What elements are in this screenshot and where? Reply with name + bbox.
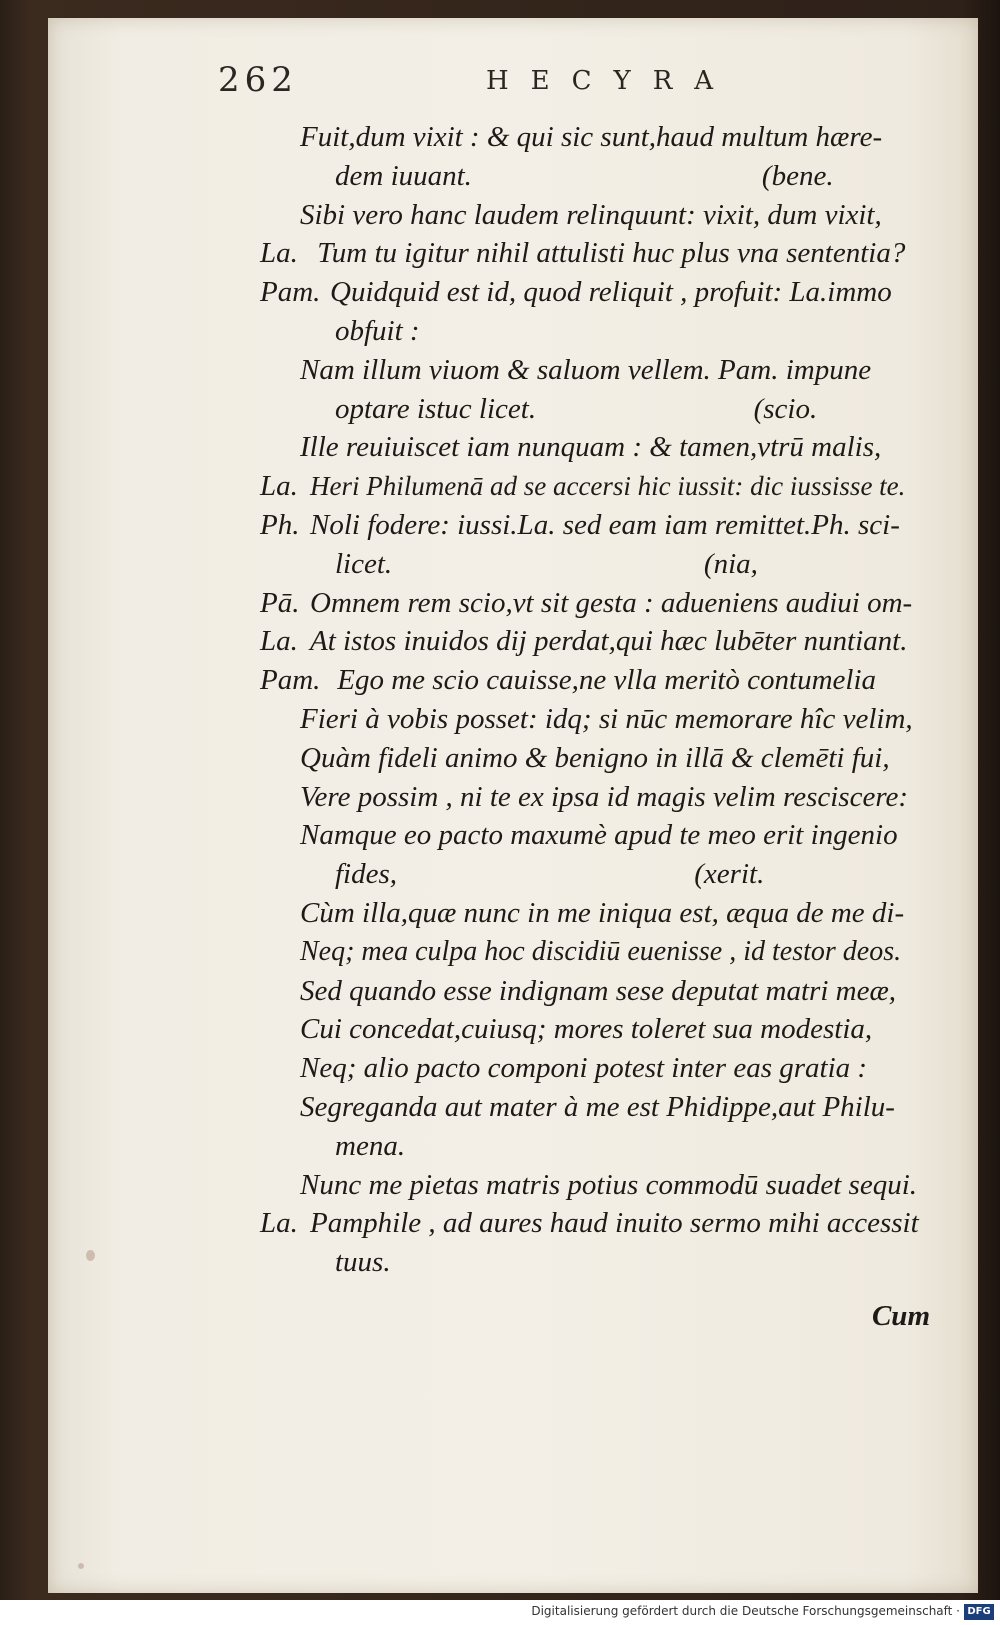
verse-line [220, 739, 920, 778]
verse-line [220, 855, 920, 894]
verse-text-line: mena. [335, 1129, 406, 1162]
verse-line [220, 778, 920, 817]
verse-line [220, 118, 920, 157]
verse-text-line: Cui concedat,cuiusq; mores toleret sua modestia, [300, 1013, 873, 1046]
verse-line [220, 1010, 920, 1049]
verse-line [220, 1049, 920, 1088]
verse-text-line: licet. (nia, [335, 547, 758, 580]
verse-text-line: Nam illum viuom & saluom vellem. Pam. impune [300, 353, 872, 386]
verse-text-line: Cùm illa,quæ nunc in me iniqua est, æqua de me di- [300, 896, 905, 929]
verse-text-line: At istos inuidos dij perdat,qui hæc lubēter nuntiant. [310, 625, 908, 658]
verse-text-line: obfuit : [335, 314, 420, 347]
verse-line [220, 351, 920, 390]
speaker-label: La. [260, 625, 298, 658]
verse-text-line: fides, (xerit. [335, 858, 765, 891]
speaker-label: Ph. [260, 508, 300, 541]
verse-text-line: Fieri à vobis posset: idq; si nūc memorare hîc velim, [300, 702, 913, 735]
verse-text-line: Neq; mea culpa hoc discidiū euenisse , id testor deos. [300, 935, 902, 967]
verse-text-line: Pamphile , ad aures haud inuito sermo mihi accessit [310, 1207, 919, 1240]
speaker-label: Pam. [260, 664, 321, 697]
running-title: HECYRA [486, 66, 736, 96]
verse-line [220, 390, 920, 429]
verse-line [220, 196, 920, 235]
verse-text-line: Ego me scio cauisse,ne vlla meritò contumelia [330, 664, 877, 697]
verse-line [220, 1127, 920, 1166]
verse-line [220, 1088, 920, 1127]
verse-text-line: Vere possim , ni te ex ipsa id magis velim resciscere: [300, 780, 909, 813]
verse-text-line: Namque eo pacto maxumè apud te meo erit ingenio [300, 819, 898, 852]
catchword: Cum [871, 1300, 930, 1332]
page-number: 262 [218, 60, 298, 100]
speaker-label: Pā. [260, 586, 300, 619]
speaker-label: La. [260, 1207, 298, 1240]
verse-text [220, 118, 920, 1282]
verse-line [220, 622, 920, 661]
paper-stain [78, 1563, 84, 1569]
verse-line [220, 816, 920, 855]
digitization-credit: Digitalisierung gefördert durch die Deutsche Forschungsgemeinschaft · [531, 1604, 960, 1618]
verse-line [220, 1243, 920, 1282]
verse-text-line: Neq; alio pacto componi potest inter eas gratia : [300, 1052, 868, 1085]
dfg-logo: DFG [964, 1604, 994, 1620]
verse-line [220, 972, 920, 1011]
verse-text-line: dem iuuant. (bene. [335, 159, 834, 192]
verse-text-line: Ille reuiuiscet iam nunquam : & tamen,vtrū malis, [300, 431, 882, 464]
speaker-label: La. [260, 237, 298, 270]
verse-text-line: Quàm fideli animo & benigno in illā & clemēti fui, [300, 741, 890, 774]
speaker-label: La. [260, 470, 298, 503]
verse-text-line: optare istuc licet. (scio. [335, 392, 818, 425]
verse-line [220, 584, 920, 623]
verse-line [220, 700, 920, 739]
verse-line [220, 1166, 920, 1205]
verse-line [220, 467, 920, 506]
verse-line [220, 894, 920, 933]
footer-bar [0, 1600, 1000, 1625]
verse-line [220, 312, 920, 351]
paper-stain [86, 1250, 95, 1261]
page-header [218, 60, 758, 108]
verse-line [220, 1204, 920, 1243]
verse-line [220, 933, 920, 972]
verse-line [220, 273, 920, 312]
verse-text-line: tuus. [335, 1246, 391, 1279]
verse-text-line: Tum tu igitur nihil attulisti huc plus vna sententia? [310, 237, 906, 270]
verse-text-line: Sed quando esse indignam sese deputat matri meæ, [300, 974, 897, 1007]
speaker-label: Pam. [260, 276, 321, 309]
verse-text-line: Omnem rem scio,vt sit gesta : adueniens audiui om- [310, 586, 913, 619]
verse-line [220, 234, 920, 273]
verse-line [220, 661, 920, 700]
verse-line [220, 506, 920, 545]
verse-text-line: Fuit,dum vixit : & qui sic sunt,haud multum hære- [300, 121, 883, 153]
verse-text-line: Segreganda aut mater à me est Phidippe,aut Philu- [300, 1090, 895, 1123]
verse-text-line: Heri Philumenā ad se accersi hic iussit: dic iussisse te. [310, 471, 906, 502]
verse-line [220, 428, 920, 467]
verse-text-line: Nunc me pietas matris potius commodū suadet sequi. [300, 1168, 918, 1201]
verse-line [220, 157, 920, 196]
verse-line [220, 545, 920, 584]
verse-text-line: Noli fodere: iussi.La. sed eam iam remittet.Ph. sci- [310, 508, 900, 541]
verse-text-line: Sibi vero hanc laudem relinquunt: vixit, dum vixit, [300, 198, 882, 231]
verse-text-line: Quidquid est id, quod reliquit , profuit: La.immo [330, 276, 892, 309]
